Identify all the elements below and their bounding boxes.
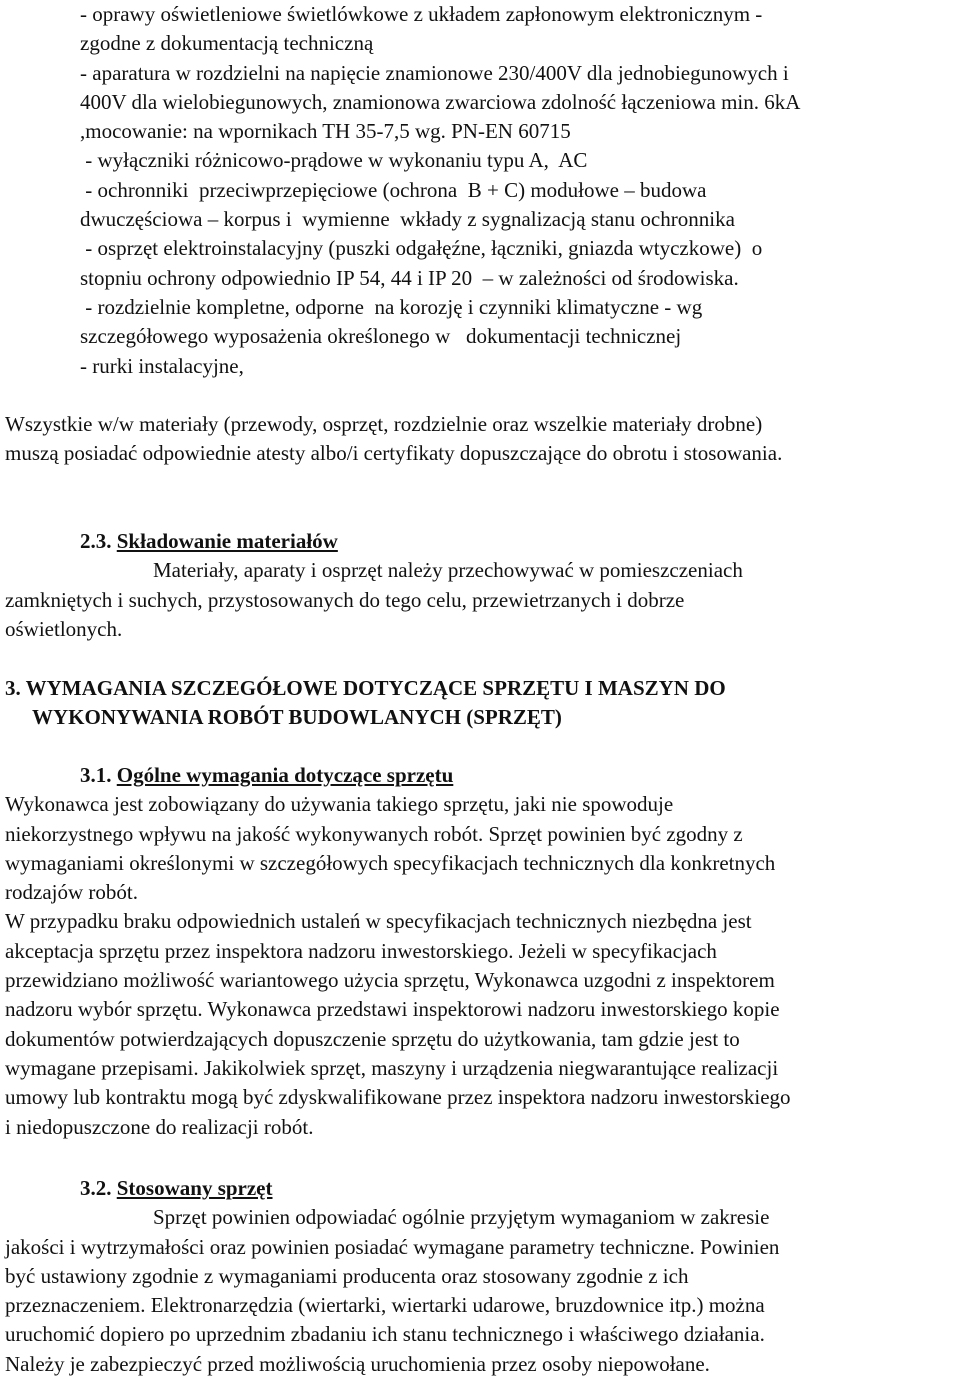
paragraph-line: oświetlonych.	[5, 616, 123, 641]
list-line: - oprawy oświetleniowe świetlówkowe z układem zapłonowym elektronicznym -	[80, 2, 763, 26]
paragraph-line: umowy lub kontraktu mogą być zdyskwalifikowane przez inspektora nadzoru inwestorskiego	[5, 1085, 791, 1110]
section-title: Stosowany sprzęt	[116, 1176, 273, 1200]
list-line: zgodne z dokumentacją techniczną	[80, 31, 374, 56]
section-number: 3.1.	[80, 763, 112, 787]
section-3-heading	[0, 674, 960, 733]
paragraph-line: wymagane przepisami. Jakikolwiek sprzęt, maszyny i urządzenia niegwarantujące realizacji	[5, 1055, 779, 1080]
chapter-title-line: 3. WYMAGANIA SZCZEGÓŁOWE DOTYCZĄCE SPRZĘTU I MASZYN DO	[5, 676, 726, 700]
paragraph-line: Należy je zabezpieczyć przed możliwością uruchomienia przez osoby niepowołane.	[5, 1351, 710, 1376]
equipment-list	[0, 0, 960, 381]
list-line: - rurki instalacyjne,	[80, 353, 244, 378]
list-line: - aparatura w rozdzielni na napięcie znamionowe 230/400V dla jednobiegunowych i	[80, 60, 789, 85]
paragraph-line: Materiały, aparaty i osprzęt należy przechowywać w pomieszczeniach	[153, 558, 743, 583]
list-line: - ochronniki przeciwprzepięciowe (ochrona B + C) modułowe – budowa	[80, 177, 707, 202]
section-3-1	[0, 761, 960, 1142]
paragraph-line: wymaganiami określonymi w szczegółowych specyfikacjach technicznych dla konkretnych	[5, 850, 776, 875]
paragraph-line: zamkniętych i suchych, przystosowanych do tego celu, przewietrzanych i dobrze	[5, 587, 685, 612]
list-line: - rozdzielnie kompletne, odporne na korozję i czynniki klimatyczne - wg	[80, 294, 703, 319]
paragraph-line: jakości i wytrzymałości oraz powinien posiadać wymagane parametry techniczne. Powinien	[5, 1234, 780, 1259]
section-number: 3.2.	[80, 1176, 112, 1200]
paragraph-line: Wszystkie w/w materiały (przewody, osprzęt, rozdzielnie oraz wszelkie materiały drobne)	[5, 412, 763, 436]
paragraph-line: W przypadku braku odpowiednich ustaleń w specyfikacjach technicznych niezbędna jest	[5, 909, 752, 934]
paragraph-line: nadzoru wybór sprzętu. Wykonawca przedstawi inspektorowi nadzoru inwestorskiego kopie	[5, 997, 780, 1022]
section-3-2	[0, 1174, 960, 1379]
list-line: - osprzęt elektroinstalacyjny (puszki odgałęźne, łączniki, gniazda wtyczkowe) o	[80, 236, 763, 261]
paragraph-line: przeznaczeniem. Elektronarzędzia (wiertarki, wiertarki udarowe, bruzdownice itp.) można	[5, 1293, 765, 1318]
list-line: 400V dla wielobiegunowych, znamionowa zwarciowa zdolność łączeniowa min. 6kA	[80, 89, 801, 114]
paragraph-line: Sprzęt powinien odpowiadać ogólnie przyjętym wymaganiom w zakresie	[153, 1205, 770, 1230]
section-title: Ogólne wymagania dotyczące sprzętu	[116, 763, 454, 787]
paragraph-line: i niedopuszczone do realizacji robót.	[5, 1114, 314, 1139]
materials-note	[0, 410, 960, 469]
paragraph-line: muszą posiadać odpowiednie atesty albo/i certyfikaty dopuszczające do obrotu i stosowania.	[5, 441, 783, 466]
paragraph-line: niekorzystnego wpływu na jakość wykonywanych robót. Sprzęt powinien być zgodny z	[5, 821, 743, 846]
paragraph-line: uruchomić dopiero po uprzednim zbadaniu ich stanu technicznego i właściwego działania.	[5, 1322, 765, 1347]
paragraph-line: przewidziano możliwość wariantowego użycia sprzętu, Wykonawca uzgodni z inspektorem	[5, 968, 775, 993]
paragraph-line: rodzajów robót.	[5, 880, 138, 905]
section-number: 2.3.	[80, 529, 112, 553]
section-title: Składowanie materiałów	[116, 529, 338, 553]
paragraph-line: Wykonawca jest zobowiązany do używania takiego sprzętu, jaki nie spowoduje	[5, 792, 674, 817]
section-heading	[0, 1174, 960, 1203]
list-line: dwuczęściowa – korpus i wymienne wkłady z sygnalizacją stanu ochronnika	[80, 207, 735, 232]
list-line: - wyłączniki różnicowo-prądowe w wykonaniu typu A, AC	[80, 148, 588, 173]
paragraph-line: dokumentów potwierdzających dopuszczenie sprzętu do użytkowania, tam gdzie jest to	[5, 1026, 740, 1051]
list-line: ,mocowanie: na wpornikach TH 35-7,5 wg. PN-EN 60715	[80, 119, 571, 144]
list-line: stopniu ochrony odpowiednio IP 54, 44 i IP 20 – w zależności od środowiska.	[80, 265, 739, 290]
paragraph-line: akceptacja sprzętu przez inspektora nadzoru inwestorskiego. Jeżeli w specyfikacjach	[5, 938, 717, 963]
section-heading	[0, 761, 960, 790]
section-heading	[0, 527, 960, 556]
paragraph-line: być ustawiony zgodnie z wymaganiami producenta oraz stosowany zgodnie z ich	[5, 1263, 689, 1288]
list-line: szczegółowego wyposażenia określonego w dokumentacji technicznej	[80, 324, 682, 349]
section-2-3	[0, 527, 960, 644]
chapter-title-line: WYKONYWANIA ROBÓT BUDOWLANYCH (SPRZĘT)	[32, 705, 562, 730]
